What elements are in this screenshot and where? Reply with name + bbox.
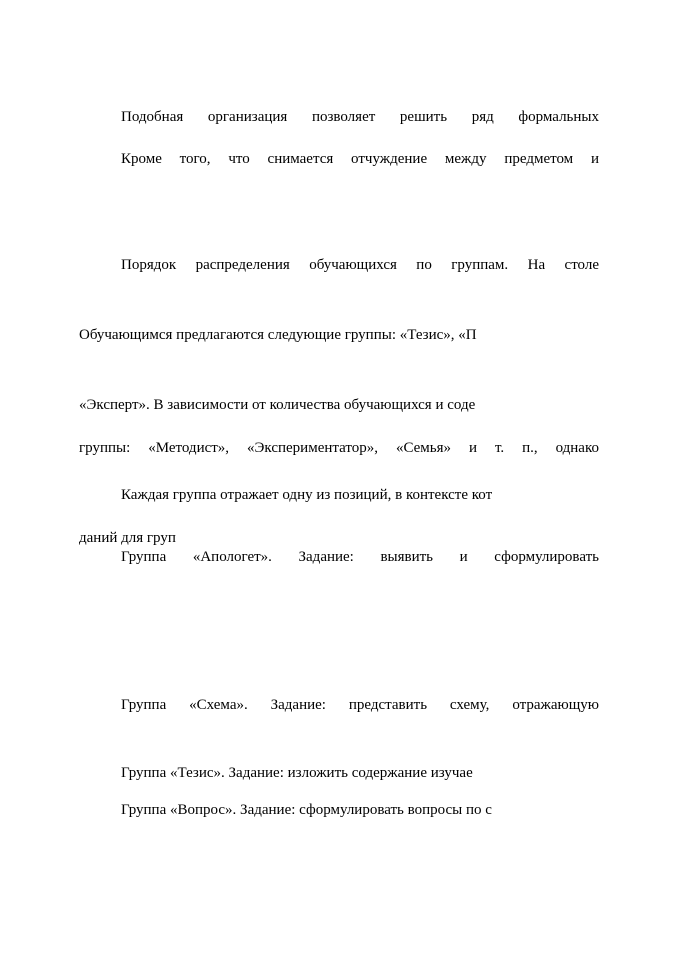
text-line-3: Порядок распределения обучающихся по группам. На столе <box>121 257 599 273</box>
text-line-7: Каждая группа отражает одну из позиций, в контексте кот <box>121 487 493 503</box>
text-line-1: Подобная организация позволяет решить ряд формальных <box>121 109 599 125</box>
text-line-4: Обучающимся предлагаются следующие группы: «Тезис», «П <box>79 327 477 343</box>
text-line-6: группы: «Методист», «Экспериментатор», «Семья» и т. п., однако <box>79 440 599 456</box>
text-line-5: «Эксперт». В зависимости от количества обучающихся и соде <box>79 397 476 413</box>
text-line-11: Группа «Тезис». Задание: изложить содержание изучае <box>121 765 473 781</box>
text-line-8: даний для груп <box>79 530 176 546</box>
text-line-10: Группа «Схема». Задание: представить схему, отражающую <box>121 697 599 713</box>
text-line-2: Кроме того, что снимается отчуждение между предметом и <box>121 151 599 167</box>
text-line-12: Группа «Вопрос». Задание: сформулировать вопросы по с <box>121 802 492 818</box>
text-line-9: Группа «Апологет». Задание: выявить и сформулировать <box>121 549 599 565</box>
